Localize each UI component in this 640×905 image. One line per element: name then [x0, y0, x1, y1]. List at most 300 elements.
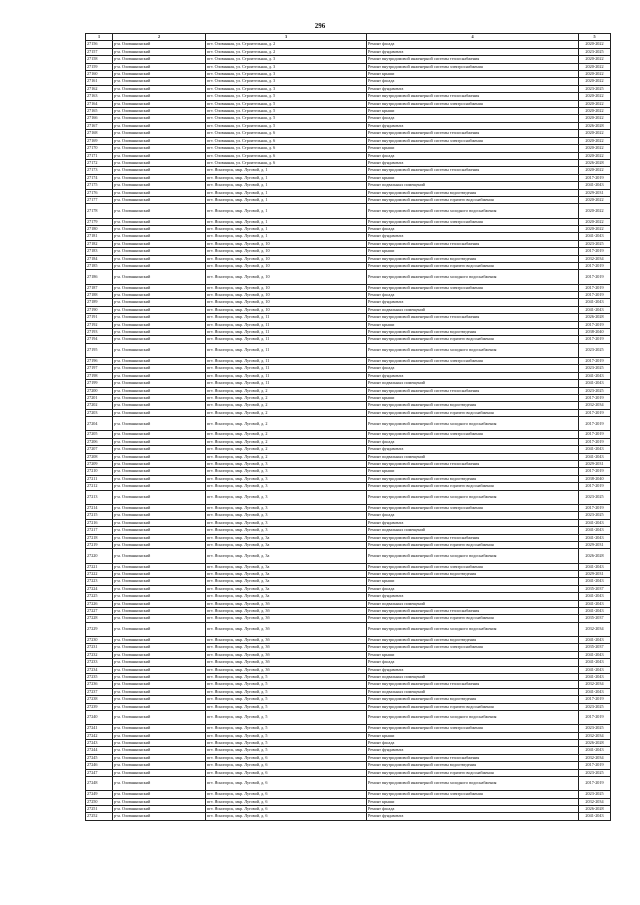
- address-cell: пгт. Ясногорск, мкр. Луговой, д. 11: [206, 372, 367, 379]
- work-type-cell: Ремонт фасада: [367, 585, 579, 592]
- address-cell: пгт. Ясногорск, мкр. Луговой, д. 3а: [206, 570, 367, 577]
- district-cell: р-н. Оловяннинский: [113, 100, 206, 107]
- address-cell: пгт. Ясногорск, мкр. Луговой, д. 11: [206, 336, 367, 343]
- table-row: [86, 607, 611, 614]
- address-cell: пгт. Ясногорск, мкр. Луговой, д. 6: [206, 777, 367, 791]
- address-cell: пгт. Ясногорск, мкр. Луговой, д. 3: [206, 461, 367, 468]
- table-row: [86, 182, 611, 189]
- period-cell: 2020-2022: [579, 204, 611, 218]
- address-cell: пгт. Оловянная, ул. Строительная, д. 6: [206, 145, 367, 152]
- table-row: [86, 115, 611, 122]
- period-cell: 2026-2028: [579, 159, 611, 166]
- address-cell: пгт. Ясногорск, мкр. Луговой, д. 3а: [206, 593, 367, 600]
- period-cell: 2035-2037: [579, 615, 611, 622]
- district-cell: р-н. Оловяннинский: [113, 93, 206, 100]
- district-cell: р-н. Оловяннинский: [113, 747, 206, 754]
- work-type-cell: Ремонт внутридомовой инженерной системы холодного водоснабжения: [367, 711, 579, 725]
- period-cell: 2032-2034: [579, 732, 611, 739]
- address-cell: пгт. Ясногорск, мкр. Луговой, д. 1: [206, 204, 367, 218]
- district-cell: р-н. Оловяннинский: [113, 607, 206, 614]
- period-cell: 2023-2025: [579, 490, 611, 504]
- row-number: 27196: [86, 358, 113, 365]
- work-type-cell: Ремонт внутридомовой инженерной системы холодного водоснабжения: [367, 549, 579, 563]
- period-cell: 2026-2028: [579, 740, 611, 747]
- row-number: 27203: [86, 409, 113, 416]
- address-cell: пгт. Ясногорск, мкр. Луговой, д. 10: [206, 284, 367, 291]
- period-cell: 2017-2019: [579, 483, 611, 490]
- district-cell: р-н. Оловяннинский: [113, 204, 206, 218]
- period-cell: 2020-2022: [579, 41, 611, 48]
- district-cell: р-н. Оловяннинский: [113, 754, 206, 761]
- work-type-cell: Ремонт фасада: [367, 225, 579, 232]
- period-cell: 2020-2022: [579, 145, 611, 152]
- row-number: 27171: [86, 152, 113, 159]
- work-type-cell: Ремонт внутридомовой инженерной системы водоотведения: [367, 475, 579, 482]
- district-cell: р-н. Оловяннинский: [113, 152, 206, 159]
- table-row: [86, 299, 611, 306]
- district-cell: р-н. Оловяннинский: [113, 240, 206, 247]
- address-cell: пгт. Ясногорск, мкр. Луговой, д. 3а: [206, 585, 367, 592]
- address-cell: пгт. Ясногорск, мкр. Луговой, д. 3: [206, 468, 367, 475]
- period-cell: 2017-2019: [579, 174, 611, 181]
- table-row: [86, 417, 611, 431]
- district-cell: р-н. Оловяннинский: [113, 56, 206, 63]
- row-number: 27190: [86, 306, 113, 313]
- work-type-cell: Ремонт внутридомовой инженерной системы горячего водоснабжения: [367, 409, 579, 416]
- table-row: [86, 615, 611, 622]
- district-cell: р-н. Оловяннинский: [113, 615, 206, 622]
- period-cell: 2029-2031: [579, 461, 611, 468]
- table-row: [86, 446, 611, 453]
- period-cell: 2017-2019: [579, 291, 611, 298]
- table-row: [86, 196, 611, 203]
- district-cell: р-н. Оловяннинский: [113, 681, 206, 688]
- work-type-cell: Ремонт фундамента: [367, 519, 579, 526]
- period-cell: 2020-2022: [579, 78, 611, 85]
- row-number: 27223: [86, 578, 113, 585]
- address-cell: пгт. Оловянная, ул. Строительная, д. 3: [206, 78, 367, 85]
- work-type-cell: Ремонт подвальных помещений: [367, 380, 579, 387]
- work-type-cell: Ремонт крыши: [367, 578, 579, 585]
- table-row: [86, 343, 611, 357]
- work-type-cell: Ремонт внутридомовой инженерной системы холодного водоснабжения: [367, 622, 579, 636]
- address-cell: пгт. Ясногорск, мкр. Луговой, д. 1: [206, 218, 367, 225]
- district-cell: р-н. Оловяннинский: [113, 130, 206, 137]
- period-cell: 2041-2043: [579, 673, 611, 680]
- row-number: 27191: [86, 314, 113, 321]
- address-cell: пгт. Ясногорск, мкр. Луговой, д. 3а: [206, 534, 367, 541]
- work-type-cell: Ремонт внутридомовой инженерной системы водоотведения: [367, 402, 579, 409]
- address-cell: пгт. Оловянная, ул. Строительная, д. 5: [206, 122, 367, 129]
- district-cell: р-н. Оловяннинский: [113, 534, 206, 541]
- period-cell: 2017-2019: [579, 468, 611, 475]
- row-number: 27250: [86, 798, 113, 805]
- address-cell: пгт. Оловянная, ул. Строительная, д. 6: [206, 152, 367, 159]
- district-cell: р-н. Оловяннинский: [113, 85, 206, 92]
- work-type-cell: Ремонт внутридомовой инженерной системы теплоснабжения: [367, 167, 579, 174]
- district-cell: р-н. Оловяннинский: [113, 644, 206, 651]
- district-cell: р-н. Оловяннинский: [113, 306, 206, 313]
- work-type-cell: Ремонт подвальных помещений: [367, 688, 579, 695]
- row-number: 27227: [86, 607, 113, 614]
- address-cell: пгт. Ясногорск, мкр. Луговой, д. 5: [206, 725, 367, 732]
- row-number: 27252: [86, 813, 113, 820]
- period-cell: 2020-2022: [579, 167, 611, 174]
- row-number: 27240: [86, 711, 113, 725]
- district-cell: р-н. Оловяннинский: [113, 798, 206, 805]
- address-cell: пгт. Ясногорск, мкр. Луговой, д. 6: [206, 798, 367, 805]
- row-number: 27170: [86, 145, 113, 152]
- district-cell: р-н. Оловяннинский: [113, 372, 206, 379]
- table-row: [86, 453, 611, 460]
- row-number: 27216: [86, 519, 113, 526]
- row-number: 27198: [86, 372, 113, 379]
- work-type-cell: Ремонт внутридомовой инженерной системы теплоснабжения: [367, 681, 579, 688]
- row-number: 27230: [86, 636, 113, 643]
- district-cell: р-н. Оловяннинский: [113, 593, 206, 600]
- district-cell: р-н. Оловяннинский: [113, 490, 206, 504]
- district-cell: р-н. Оловяннинский: [113, 182, 206, 189]
- row-number: 27205: [86, 431, 113, 438]
- district-cell: р-н. Оловяннинский: [113, 666, 206, 673]
- work-type-cell: Ремонт подвальных помещений: [367, 527, 579, 534]
- table-row: [86, 63, 611, 70]
- district-cell: р-н. Оловяннинский: [113, 777, 206, 791]
- address-cell: пгт. Оловянная, ул. Строительная, д. 5: [206, 115, 367, 122]
- row-number: 27231: [86, 644, 113, 651]
- page-number: 296: [314, 22, 326, 30]
- work-type-cell: Ремонт внутридомовой инженерной системы теплоснабжения: [367, 534, 579, 541]
- period-cell: 2041-2043: [579, 372, 611, 379]
- row-number: 27220: [86, 549, 113, 563]
- table-row: [86, 534, 611, 541]
- period-cell: 2041-2043: [579, 636, 611, 643]
- address-cell: пгт. Ясногорск, мкр. Луговой, д. 5: [206, 732, 367, 739]
- table-row: [86, 769, 611, 776]
- district-cell: р-н. Оловяннинский: [113, 453, 206, 460]
- row-number: 27195: [86, 343, 113, 357]
- period-cell: 2041-2043: [579, 446, 611, 453]
- district-cell: р-н. Оловяннинский: [113, 108, 206, 115]
- period-cell: 2035-2037: [579, 585, 611, 592]
- row-number: 27200: [86, 387, 113, 394]
- row-number: 27243: [86, 740, 113, 747]
- table-row: [86, 108, 611, 115]
- district-cell: р-н. Оловяннинский: [113, 218, 206, 225]
- work-type-cell: Ремонт внутридомовой инженерной системы электроснабжения: [367, 563, 579, 570]
- district-cell: р-н. Оловяннинский: [113, 365, 206, 372]
- period-cell: 2020-2022: [579, 137, 611, 144]
- work-type-cell: Ремонт внутридомовой инженерной системы водоотведения: [367, 762, 579, 769]
- address-cell: пгт. Ясногорск, мкр. Луговой, д. 3: [206, 475, 367, 482]
- period-cell: 2041-2043: [579, 534, 611, 541]
- row-number: 27164: [86, 100, 113, 107]
- work-type-cell: Ремонт крыши: [367, 248, 579, 255]
- district-cell: р-н. Оловяннинский: [113, 622, 206, 636]
- table-row: [86, 218, 611, 225]
- row-number: 27214: [86, 504, 113, 511]
- table-row: [86, 225, 611, 232]
- row-number: 27159: [86, 63, 113, 70]
- district-cell: р-н. Оловяннинский: [113, 578, 206, 585]
- district-cell: р-н. Оловяннинский: [113, 233, 206, 240]
- period-cell: 2041-2043: [579, 659, 611, 666]
- header-row: [86, 34, 611, 41]
- address-cell: пгт. Ясногорск, мкр. Луговой, д. 2: [206, 402, 367, 409]
- period-cell: 2020-2022: [579, 115, 611, 122]
- work-type-cell: Ремонт внутридомовой инженерной системы электроснабжения: [367, 63, 579, 70]
- period-cell: 2023-2025: [579, 769, 611, 776]
- period-cell: 2020-2022: [579, 108, 611, 115]
- table-row: [86, 754, 611, 761]
- table-row: [86, 549, 611, 563]
- period-cell: 2041-2043: [579, 593, 611, 600]
- work-type-cell: Ремонт внутридомовой инженерной системы теплоснабжения: [367, 93, 579, 100]
- period-cell: 2017-2019: [579, 409, 611, 416]
- table-row: [86, 255, 611, 262]
- table-row: [86, 145, 611, 152]
- period-cell: 2017-2019: [579, 438, 611, 445]
- table-row: [86, 314, 611, 321]
- district-cell: р-н. Оловяннинский: [113, 409, 206, 416]
- address-cell: пгт. Оловянная, ул. Строительная, д. 6: [206, 130, 367, 137]
- table-row: [86, 395, 611, 402]
- work-type-cell: Ремонт фундамента: [367, 122, 579, 129]
- row-number: 27235: [86, 673, 113, 680]
- row-number: 27221: [86, 563, 113, 570]
- address-cell: пгт. Оловянная, ул. Строительная, д. 5: [206, 93, 367, 100]
- row-number: 27228: [86, 615, 113, 622]
- address-cell: пгт. Ясногорск, мкр. Луговой, д. 2: [206, 387, 367, 394]
- address-cell: пгт. Ясногорск, мкр. Луговой, д. 11: [206, 321, 367, 328]
- work-type-cell: Ремонт внутридомовой инженерной системы электроснабжения: [367, 100, 579, 107]
- district-cell: р-н. Оловяннинский: [113, 115, 206, 122]
- row-number: 27180: [86, 225, 113, 232]
- row-number: 27176: [86, 189, 113, 196]
- row-number: 27168: [86, 130, 113, 137]
- header-cell: 5: [579, 34, 611, 41]
- address-cell: пгт. Ясногорск, мкр. Луговой, д. 5: [206, 740, 367, 747]
- address-cell: пгт. Ясногорск, мкр. Луговой, д. 10: [206, 262, 367, 269]
- district-cell: р-н. Оловяннинский: [113, 570, 206, 577]
- period-cell: 2041-2043: [579, 607, 611, 614]
- address-cell: пгт. Ясногорск, мкр. Луговой, д. 11: [206, 343, 367, 357]
- table-row: [86, 100, 611, 107]
- table-row: [86, 777, 611, 791]
- work-type-cell: Ремонт внутридомовой инженерной системы электроснабжения: [367, 358, 579, 365]
- period-cell: 2017-2019: [579, 504, 611, 511]
- row-number: 27225: [86, 593, 113, 600]
- work-type-cell: Ремонт фасада: [367, 115, 579, 122]
- district-cell: р-н. Оловяннинский: [113, 248, 206, 255]
- table-row: [86, 240, 611, 247]
- work-type-cell: Ремонт крыши: [367, 395, 579, 402]
- district-cell: р-н. Оловяннинский: [113, 255, 206, 262]
- address-cell: пгт. Оловянная, ул. Строительная, д. 5: [206, 100, 367, 107]
- period-cell: 2041-2043: [579, 453, 611, 460]
- district-cell: р-н. Оловяннинский: [113, 189, 206, 196]
- table-row: [86, 461, 611, 468]
- work-type-cell: Ремонт фасада: [367, 41, 579, 48]
- address-cell: пгт. Ясногорск, мкр. Луговой, д. 11: [206, 314, 367, 321]
- district-cell: р-н. Оловяннинский: [113, 461, 206, 468]
- district-cell: р-н. Оловяннинский: [113, 71, 206, 78]
- period-cell: 2020-2022: [579, 63, 611, 70]
- address-cell: пгт. Ясногорск, мкр. Луговой, д. 6: [206, 791, 367, 798]
- address-cell: пгт. Ясногорск, мкр. Луговой, д. 1: [206, 174, 367, 181]
- address-cell: пгт. Ясногорск, мкр. Луговой, д. 3а: [206, 578, 367, 585]
- work-type-cell: Ремонт внутридомовой инженерной системы горячего водоснабжения: [367, 336, 579, 343]
- district-cell: р-н. Оловяннинский: [113, 284, 206, 291]
- row-number: 27181: [86, 233, 113, 240]
- work-type-cell: Ремонт фасада: [367, 740, 579, 747]
- table-row: [86, 174, 611, 181]
- period-cell: 2026-2028: [579, 314, 611, 321]
- table-row: [86, 358, 611, 365]
- period-cell: 2023-2025: [579, 703, 611, 710]
- work-type-cell: Ремонт фундамента: [367, 233, 579, 240]
- district-cell: р-н. Оловяннинский: [113, 438, 206, 445]
- period-cell: 2020-2022: [579, 93, 611, 100]
- address-cell: пгт. Ясногорск, мкр. Луговой, д. 3: [206, 483, 367, 490]
- header-cell: 3: [206, 34, 367, 41]
- address-cell: пгт. Ясногорск, мкр. Луговой, д. 5: [206, 688, 367, 695]
- work-type-cell: Ремонт внутридомовой инженерной системы водоотведения: [367, 189, 579, 196]
- row-number: 27169: [86, 137, 113, 144]
- address-cell: пгт. Ясногорск, мкр. Луговой, д. 1: [206, 225, 367, 232]
- table-row: [86, 306, 611, 313]
- district-cell: р-н. Оловяннинский: [113, 769, 206, 776]
- work-type-cell: Ремонт фасада: [367, 365, 579, 372]
- period-cell: 2020-2022: [579, 218, 611, 225]
- period-cell: 2023-2025: [579, 791, 611, 798]
- table-row: [86, 659, 611, 666]
- work-type-cell: Ремонт фасада: [367, 152, 579, 159]
- work-type-cell: Ремонт фундамента: [367, 593, 579, 600]
- work-type-cell: Ремонт внутридомовой инженерной системы горячего водоснабжения: [367, 196, 579, 203]
- table-row: [86, 563, 611, 570]
- row-number: 27187: [86, 284, 113, 291]
- work-type-cell: Ремонт фасада: [367, 438, 579, 445]
- table-row: [86, 122, 611, 129]
- row-number: 27237: [86, 688, 113, 695]
- period-cell: 2026-2028: [579, 806, 611, 813]
- row-number: 27184: [86, 255, 113, 262]
- district-cell: р-н. Оловяннинский: [113, 468, 206, 475]
- address-cell: пгт. Оловянная, ул. Строительная, д. 5: [206, 108, 367, 115]
- table-row: [86, 189, 611, 196]
- period-cell: 2041-2043: [579, 233, 611, 240]
- address-cell: пгт. Ясногорск, мкр. Луговой, д. 6: [206, 806, 367, 813]
- period-cell: 2017-2019: [579, 777, 611, 791]
- district-cell: р-н. Оловяннинский: [113, 63, 206, 70]
- table-row: [86, 600, 611, 607]
- period-cell: 2020-2022: [579, 71, 611, 78]
- table-row: [86, 483, 611, 490]
- row-number: 27234: [86, 666, 113, 673]
- table-row: [86, 475, 611, 482]
- work-type-cell: Ремонт внутридомовой инженерной системы электроснабжения: [367, 218, 579, 225]
- table-row: [86, 651, 611, 658]
- address-cell: пгт. Ясногорск, мкр. Луговой, д. 3б: [206, 600, 367, 607]
- address-cell: пгт. Ясногорск, мкр. Луговой, д. 3б: [206, 666, 367, 673]
- period-cell: 2017-2019: [579, 336, 611, 343]
- address-cell: пгт. Ясногорск, мкр. Луговой, д. 2: [206, 446, 367, 453]
- table-row: [86, 696, 611, 703]
- period-cell: 2032-2034: [579, 681, 611, 688]
- table-row: [86, 791, 611, 798]
- row-number: 27167: [86, 122, 113, 129]
- period-cell: 2041-2043: [579, 182, 611, 189]
- period-cell: 2032-2034: [579, 402, 611, 409]
- work-type-cell: Ремонт фасада: [367, 78, 579, 85]
- address-cell: пгт. Ясногорск, мкр. Луговой, д. 5: [206, 711, 367, 725]
- work-type-cell: Ремонт крыши: [367, 321, 579, 328]
- row-number: 27201: [86, 395, 113, 402]
- table-row: [86, 167, 611, 174]
- district-cell: р-н. Оловяннинский: [113, 159, 206, 166]
- period-cell: 2023-2025: [579, 512, 611, 519]
- work-type-cell: Ремонт подвальных помещений: [367, 600, 579, 607]
- work-type-cell: Ремонт фундамента: [367, 299, 579, 306]
- period-cell: 2017-2019: [579, 284, 611, 291]
- row-number: 27179: [86, 218, 113, 225]
- address-cell: пгт. Ясногорск, мкр. Луговой, д. 1: [206, 167, 367, 174]
- table-row: [86, 740, 611, 747]
- address-cell: пгт. Ясногорск, мкр. Луговой, д. 11: [206, 380, 367, 387]
- table-row: [86, 711, 611, 725]
- row-number: 27182: [86, 240, 113, 247]
- period-cell: 2041-2043: [579, 306, 611, 313]
- work-type-cell: Ремонт внутридомовой инженерной системы холодного водоснабжения: [367, 343, 579, 357]
- district-cell: р-н. Оловяннинский: [113, 446, 206, 453]
- table-row: [86, 41, 611, 48]
- address-cell: пгт. Ясногорск, мкр. Луговой, д. 10: [206, 306, 367, 313]
- district-cell: р-н. Оловяннинский: [113, 380, 206, 387]
- period-cell: 2023-2025: [579, 240, 611, 247]
- repair-schedule-table: [85, 33, 611, 821]
- row-number: 27204: [86, 417, 113, 431]
- district-cell: р-н. Оловяннинский: [113, 483, 206, 490]
- period-cell: 2020-2022: [579, 196, 611, 203]
- table-row: [86, 204, 611, 218]
- district-cell: р-н. Оловяннинский: [113, 321, 206, 328]
- period-cell: 2023-2025: [579, 48, 611, 55]
- district-cell: р-н. Оловяннинский: [113, 417, 206, 431]
- work-type-cell: Ремонт внутридомовой инженерной системы электроснабжения: [367, 725, 579, 732]
- work-type-cell: Ремонт внутридомовой инженерной системы горячего водоснабжения: [367, 769, 579, 776]
- table-row: [86, 262, 611, 269]
- work-type-cell: Ремонт внутридомовой инженерной системы теплоснабжения: [367, 240, 579, 247]
- work-type-cell: Ремонт фундамента: [367, 666, 579, 673]
- period-cell: 2041-2043: [579, 563, 611, 570]
- row-number: 27157: [86, 48, 113, 55]
- work-type-cell: Ремонт внутридомовой инженерной системы электроснабжения: [367, 284, 579, 291]
- period-cell: 2017-2019: [579, 417, 611, 431]
- table-row: [86, 71, 611, 78]
- address-cell: пгт. Ясногорск, мкр. Луговой, д. 3б: [206, 622, 367, 636]
- row-number: 27194: [86, 336, 113, 343]
- period-cell: 2041-2043: [579, 813, 611, 820]
- period-cell: 2041-2043: [579, 651, 611, 658]
- address-cell: пгт. Ясногорск, мкр. Луговой, д. 2: [206, 453, 367, 460]
- table-row: [86, 725, 611, 732]
- table-row: [86, 329, 611, 336]
- work-type-cell: Ремонт фасада: [367, 512, 579, 519]
- period-cell: 2017-2019: [579, 321, 611, 328]
- row-number: 27247: [86, 769, 113, 776]
- row-number: 27186: [86, 270, 113, 284]
